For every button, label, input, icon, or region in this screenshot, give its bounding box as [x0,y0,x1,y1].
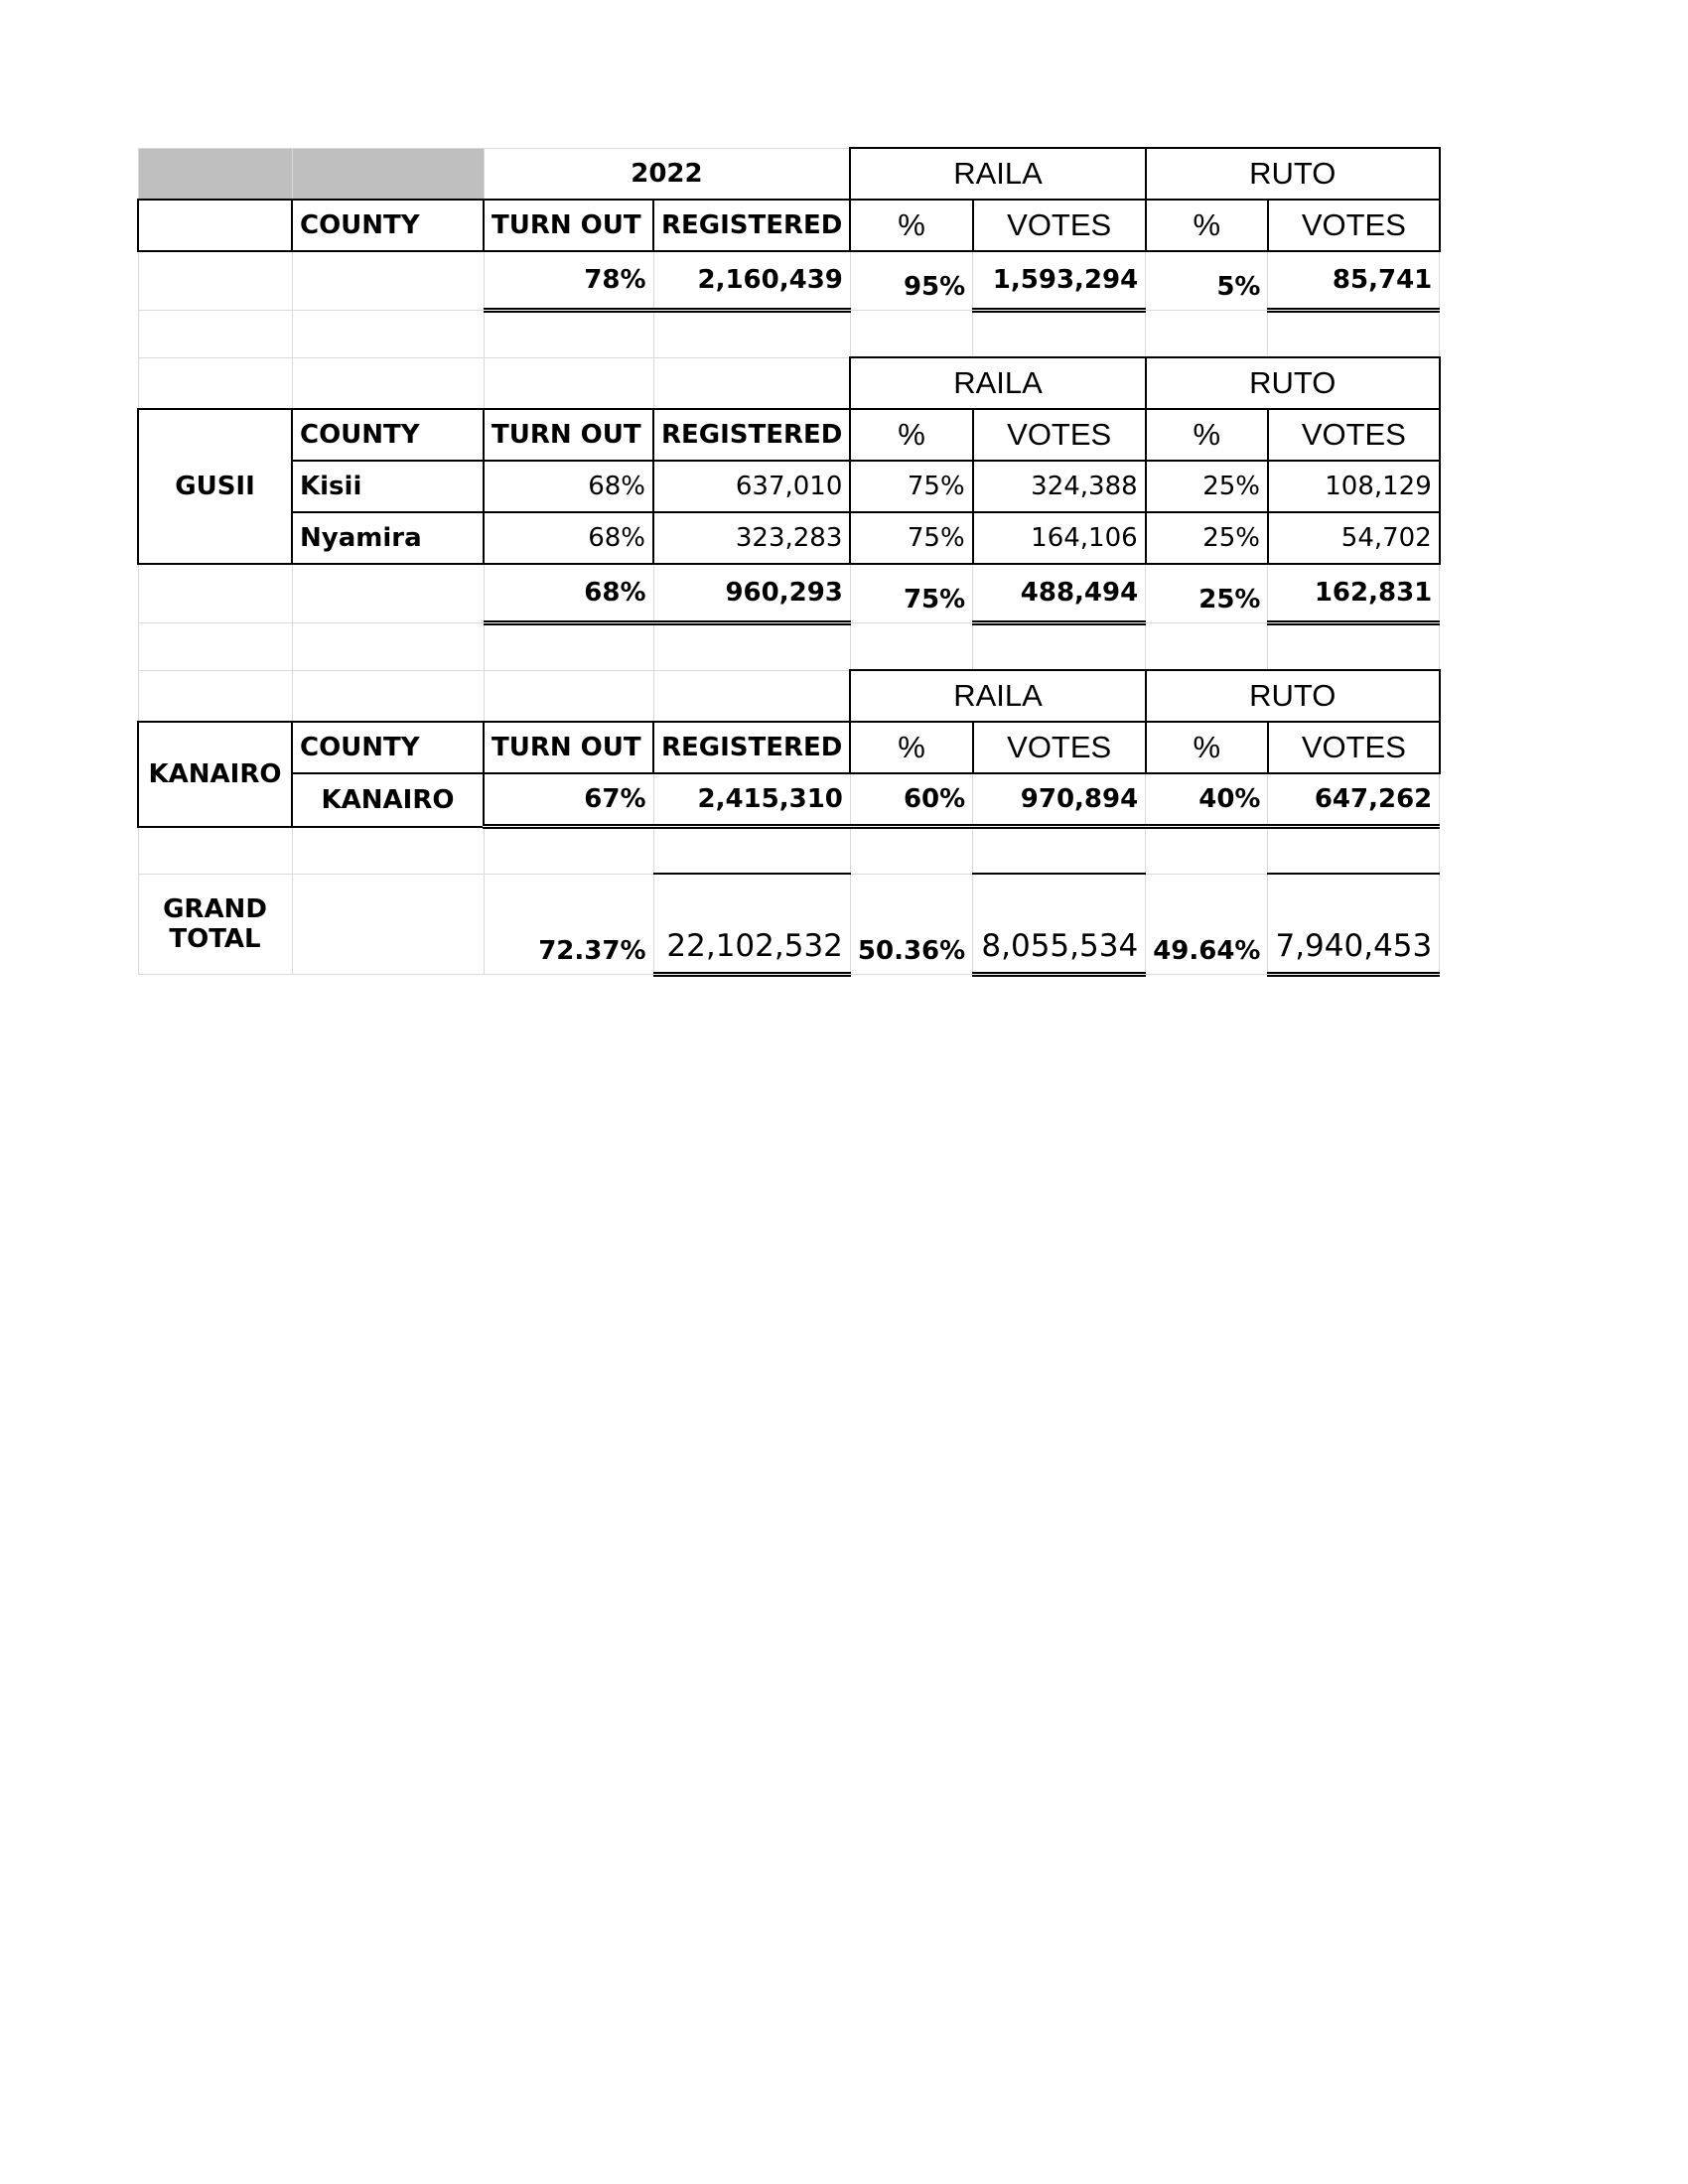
candidate-b-header: RUTO [1146,357,1440,409]
table-row [138,461,1440,512]
total-turnout: 68% [484,564,653,623]
region-label: KANAIRO [138,722,292,827]
total-b-pct: 25% [1146,564,1268,623]
turnout-cell: 68% [484,461,653,512]
candidate-a-header: RAILA [850,148,1145,200]
total-registered: 2,160,439 [653,251,850,311]
a-pct-cell: 60% [850,773,972,827]
grand-total-label-line2: TOTAL [169,923,261,954]
col-registered: REGISTERED [653,200,850,251]
b-pct-cell: 25% [1146,461,1268,512]
grand-total-a-votes: 8,055,534 [973,874,1146,975]
a-pct-cell: 75% [850,512,972,564]
total-a-votes: 1,593,294 [973,251,1146,311]
col-turnout: TURN OUT [484,200,653,251]
spacer-row [138,623,1440,671]
total-turnout: 78% [484,251,653,311]
blank-cell [138,200,292,251]
col-b-votes: VOTES [1268,722,1440,773]
col-b-percent: % [1146,722,1268,773]
blank-cell [138,148,292,200]
county-name: KANAIRO [292,773,484,827]
totals-row [138,251,1440,311]
header-row-columns [138,409,1440,461]
grand-total-b-pct: 49.64% [1146,874,1268,975]
header-row-candidates [138,670,1440,722]
county-name: Kisii [292,461,484,512]
table-row [138,512,1440,564]
turnout-cell: 67% [484,773,653,827]
candidate-a-header: RAILA [850,670,1145,722]
header-row-columns [138,722,1440,773]
total-b-votes: 85,741 [1268,251,1440,311]
b-votes-cell: 108,129 [1268,461,1440,512]
registered-cell: 323,283 [653,512,850,564]
candidate-a-header: RAILA [850,357,1145,409]
col-a-percent: % [850,200,972,251]
registered-cell: 2,415,310 [653,773,850,827]
region-label: GUSII [138,409,292,564]
grand-total-a-pct: 50.36% [850,874,972,975]
spacer-row [138,311,1440,358]
col-b-votes: VOTES [1268,200,1440,251]
col-a-votes: VOTES [973,722,1146,773]
total-a-pct: 95% [850,251,972,311]
a-votes-cell: 324,388 [973,461,1146,512]
a-pct-cell: 75% [850,461,972,512]
col-a-percent: % [850,722,972,773]
col-a-votes: VOTES [973,409,1146,461]
spreadsheet [137,147,1441,977]
grand-total-registered: 22,102,532 [653,874,850,975]
a-votes-cell: 970,894 [973,773,1146,827]
grand-total-row [138,874,1440,975]
col-county: COUNTY [292,722,484,773]
col-registered: REGISTERED [653,409,850,461]
grand-total-label-line1: GRAND [163,893,267,924]
blank-cell [292,148,484,200]
col-a-percent: % [850,409,972,461]
year-header: 2022 [484,148,850,200]
table-row [138,773,1440,827]
col-registered: REGISTERED [653,722,850,773]
registered-cell: 637,010 [653,461,850,512]
total-b-votes: 162,831 [1268,564,1440,623]
header-row-candidates [138,148,1440,200]
grand-total-turnout: 72.37% [484,874,653,975]
b-pct-cell: 40% [1146,773,1268,827]
candidate-b-header: RUTO [1146,148,1440,200]
col-b-votes: VOTES [1268,409,1440,461]
grand-total-b-votes: 7,940,453 [1268,874,1440,975]
b-pct-cell: 25% [1146,512,1268,564]
total-a-pct: 75% [850,564,972,623]
grand-total-label [138,874,292,975]
candidate-b-header: RUTO [1146,670,1440,722]
col-b-percent: % [1146,409,1268,461]
a-votes-cell: 164,106 [973,512,1146,564]
header-row-candidates [138,357,1440,409]
b-votes-cell: 647,262 [1268,773,1440,827]
spacer-row [138,827,1440,875]
col-county: COUNTY [292,200,484,251]
col-turnout: TURN OUT [484,722,653,773]
header-row-columns [138,200,1440,251]
col-b-percent: % [1146,200,1268,251]
county-name: Nyamira [292,512,484,564]
totals-row [138,564,1440,623]
total-registered: 960,293 [653,564,850,623]
col-county: COUNTY [292,409,484,461]
results-table [137,147,1441,977]
col-turnout: TURN OUT [484,409,653,461]
turnout-cell: 68% [484,512,653,564]
total-a-votes: 488,494 [973,564,1146,623]
total-b-pct: 5% [1146,251,1268,311]
b-votes-cell: 54,702 [1268,512,1440,564]
col-a-votes: VOTES [973,200,1146,251]
